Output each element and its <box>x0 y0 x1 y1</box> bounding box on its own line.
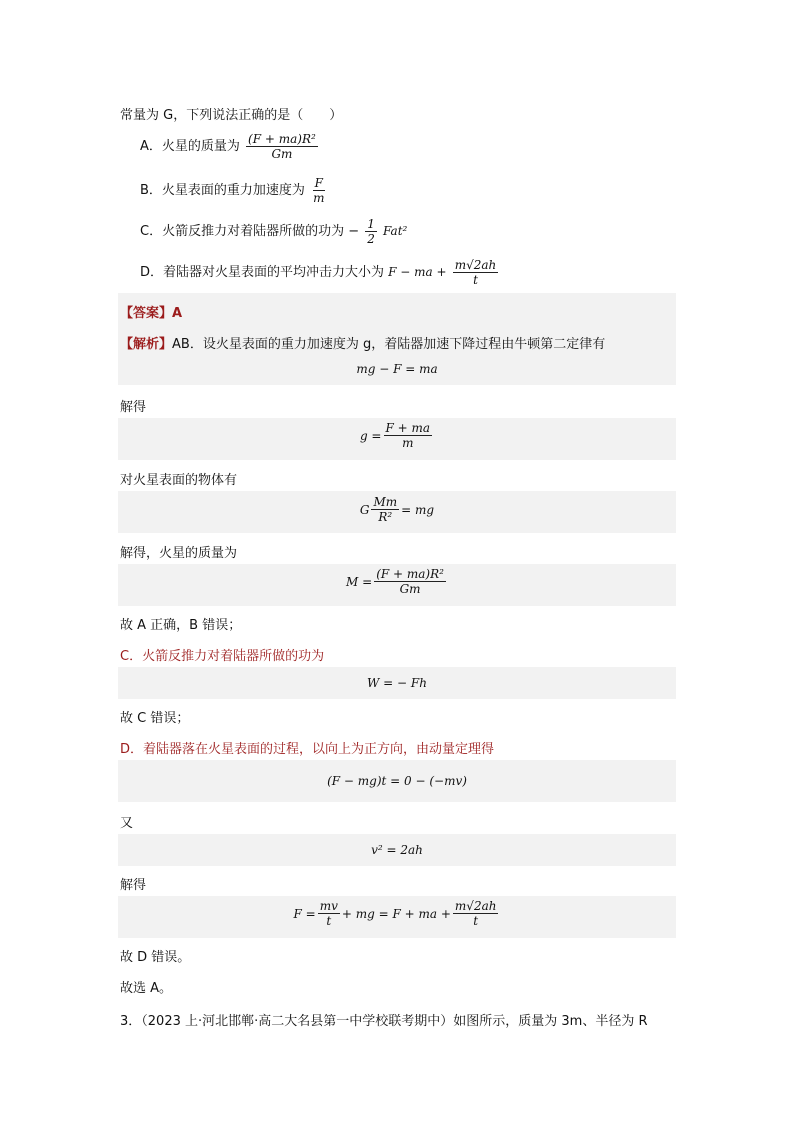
answer-line: 【答案】A <box>120 306 183 321</box>
equation-6: (F − mg)t = 0 − (−mv) <box>327 774 467 788</box>
conclusion-3: 故 D 错误。 <box>120 950 191 965</box>
equation-7: v² = 2ah <box>371 843 423 857</box>
equation-3: G $\frac{Mm}{\text{R²}}$ = mg <box>359 495 435 524</box>
solve-2: 解得，火星的质量为 <box>120 546 238 561</box>
next-question: 3．（2023 上·河北邯郸·高二大名县第一中学校联考期中）如图所示，质量为 3m、半径为 R <box>120 1014 648 1029</box>
equation-2: g = $\frac{F + ma}{m}$ <box>359 421 431 450</box>
option-b: B．火星表面的重力加速度为 $\frac{F}{m}$ <box>140 176 325 205</box>
equation-1: mg − F = ma <box>356 362 438 376</box>
object-line: 对火星表面的物体有 <box>120 473 238 488</box>
equation-5: W = − Fh <box>367 676 427 690</box>
solve-3: 解得 <box>120 878 147 893</box>
conclusion-1: 故 A 正确，B 错误； <box>120 618 242 633</box>
option-d: D．着陆器对火星表面的平均冲击力大小为 F − ma + $\frac{m√2ah}{t}$ <box>140 258 497 287</box>
equation-8: F = $\frac{mv}{t}$ + mg = F + ma + $\frac{m√2ah}{t}$ <box>293 899 497 928</box>
question-stem: 常量为 G，下列说法正确的是（ ） <box>120 108 343 123</box>
final-answer: 故选 A。 <box>120 981 173 996</box>
analysis-intro: 【解析】AB．设火星表面的重力加速度为 g，着陆器加速下降过程由牛顿第二定律有 <box>120 337 606 352</box>
solve-1: 解得 <box>120 400 147 415</box>
also-line: 又 <box>120 816 134 831</box>
equation-4: M = $\frac{\text{(F + ma)R²}}{Gm}$ <box>346 567 444 596</box>
conclusion-2: 故 C 错误； <box>120 711 190 726</box>
c-label: C．火箭反推力对着陆器所做的功为 <box>120 649 325 664</box>
option-c: C．火箭反推力对着陆器所做的功为 − $\frac{1}{2}$ Fat² <box>140 217 408 246</box>
d-label: D．着陆器落在火星表面的过程，以向上为正方向，由动量定理得 <box>120 742 495 757</box>
option-a: A．火星的质量为 $\frac{\text{(F + ma)R²}}{Gm}$ <box>140 132 316 161</box>
